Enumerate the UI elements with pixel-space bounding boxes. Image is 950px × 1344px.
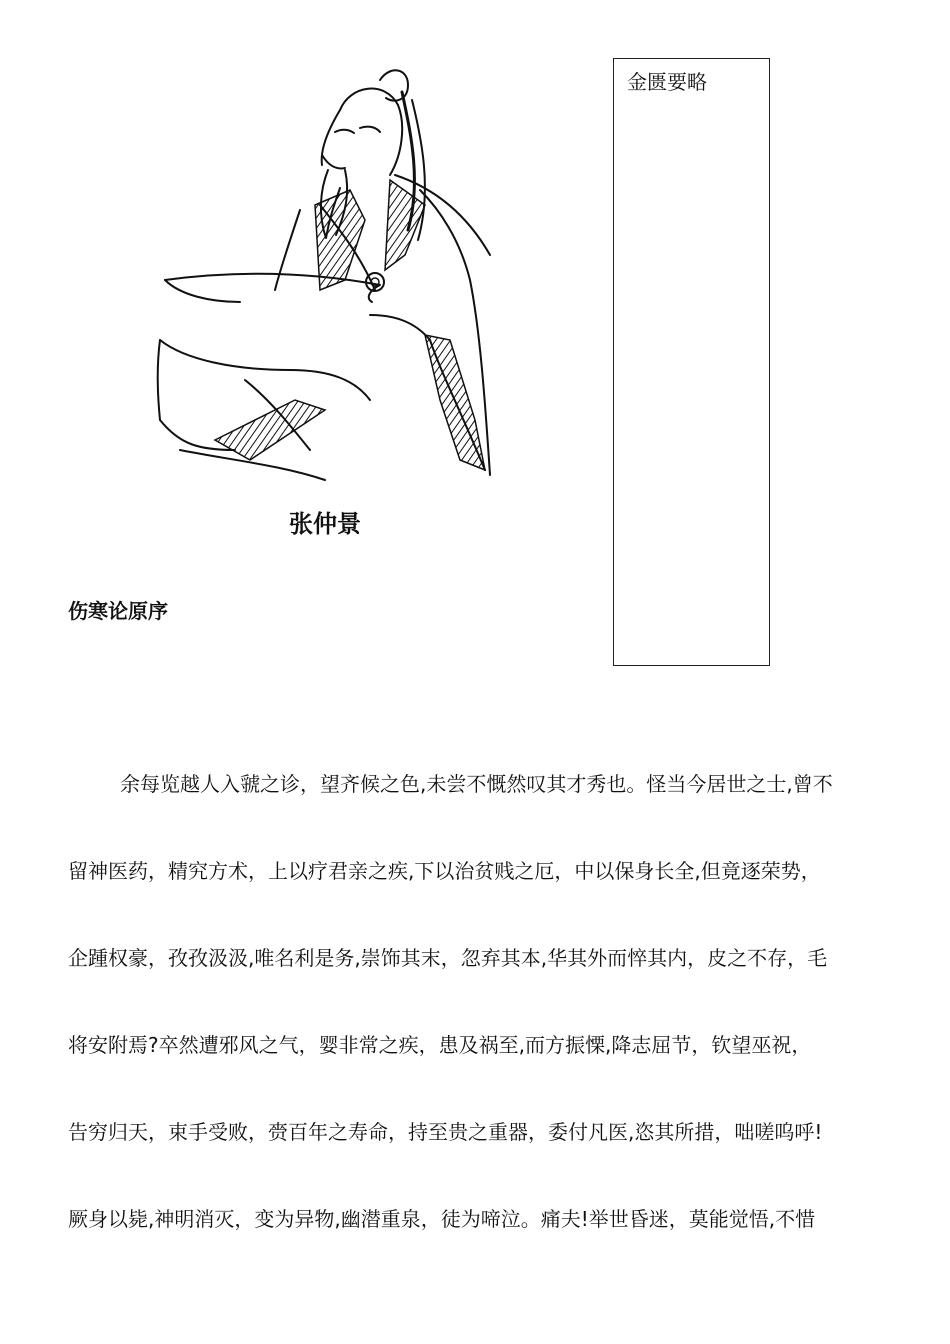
body-line: 企踵权豪，孜孜汲汲,唯名利是务,崇饰其末，忽弃其本,华其外而悴其内，皮之不存，毛 [68,946,828,970]
body-line: 厥身以毙,神明消灭，变为异物,幽潜重泉，徒为啼泣。痛夫!举世昏迷，莫能觉悟,不惜 [68,1207,816,1231]
portrait-caption: 张仲景 [289,509,361,538]
body-text [68,770,928,1292]
portrait-illustration [140,40,510,550]
side-box-title: 金匮要略 [627,70,707,94]
portrait-drawing [140,40,510,550]
body-line: 将安附焉?卒然遭邪风之气，婴非常之疾，患及祸至,而方振慄,降志屈节，钦望巫祝， [68,1033,812,1057]
side-box [613,58,770,666]
body-line: 余每览越人入虢之诊，望齐候之色,未尝不慨然叹其才秀也。怪当今居世之士,曾不 [120,772,833,796]
body-line: 告穷归天，束手受败，赍百年之寿命，持至贵之重器，委付凡医,恣其所措，咄嗟呜呼! [68,1120,823,1144]
body-line: 留神医药，精究方术，上以疗君亲之疾,下以治贫贱之厄，中以保身长全,但竟逐荣势， [68,859,821,883]
section-title: 伤寒论原序 [68,599,168,623]
